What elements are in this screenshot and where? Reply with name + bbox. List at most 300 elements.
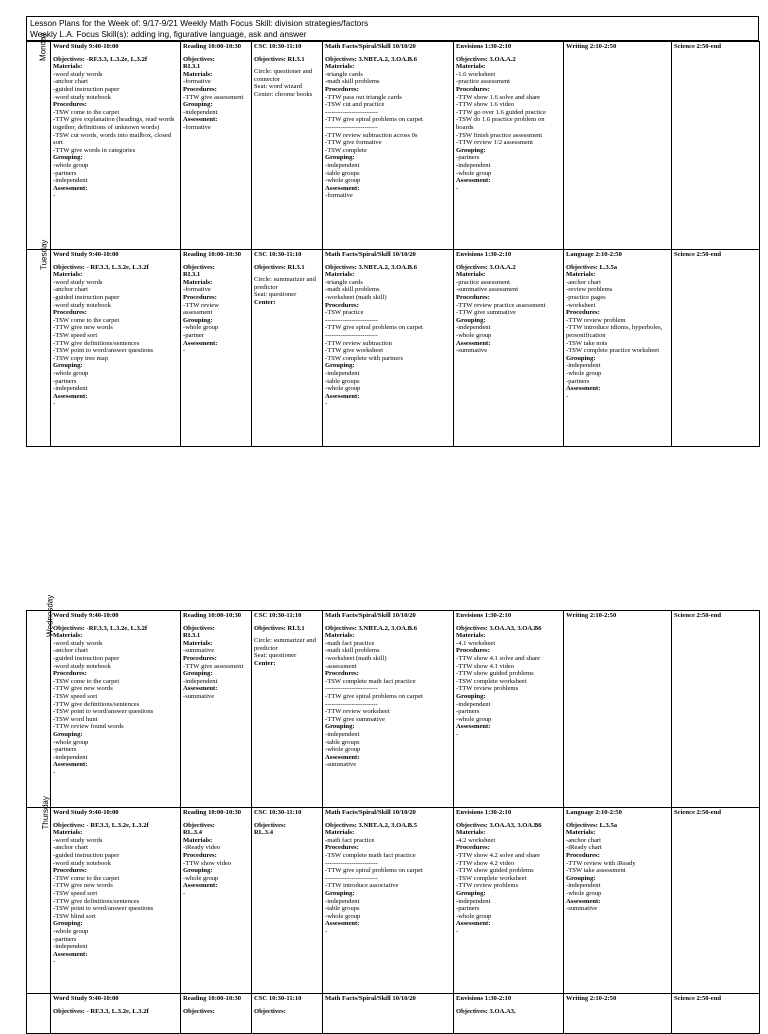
plan-line: Writing 2:10-2:50 — [566, 43, 617, 50]
day-row-partial — [27, 994, 760, 1034]
plan-line: Math Facts/Spiral/Skill 10/10/20 — [325, 809, 416, 816]
plan-line: -TTW review problems — [456, 882, 519, 890]
plan-line: -summative assessment — [456, 286, 519, 294]
plan-line: Materials: — [183, 639, 213, 647]
plan-line: Materials: — [325, 829, 355, 837]
plan-line: -TTW give spiral problems on carpet — [325, 324, 423, 332]
day-label-cell — [27, 994, 51, 1034]
plan-line: Language 2:10-2:50 — [566, 809, 622, 816]
plan-line: -partners — [53, 377, 77, 385]
plan-line: - — [53, 958, 56, 966]
plan-line: -math skill problems — [325, 647, 380, 655]
subject-cell — [252, 808, 323, 994]
plan-line: Materials: — [566, 829, 596, 837]
plan-line: -whole group — [456, 912, 492, 920]
plan-line: Word Study 9:40-10:00 — [53, 809, 119, 816]
subject-cell — [564, 808, 672, 994]
plan-line: Reading 10:00-10:30 — [183, 251, 242, 258]
plan-line: -summative — [183, 692, 215, 700]
plan-line: -formative — [183, 123, 211, 131]
plan-line: -anchor chart — [53, 78, 88, 86]
plan-line: -TTW introduce associative — [325, 882, 399, 890]
plan-line: Language 2:10-2:50 — [566, 251, 622, 258]
subject-cell — [181, 808, 252, 994]
subject-cell — [323, 808, 454, 994]
plan-line: Objectives: — [183, 624, 215, 632]
subject-cell — [323, 250, 454, 447]
plan-line: -independent — [456, 161, 491, 169]
plan-line: ------------------------ — [325, 685, 378, 693]
plan-line: ------------------------ — [325, 700, 378, 708]
plan-line: -independent — [183, 677, 218, 685]
subject-cell — [564, 250, 672, 447]
plan-line: -TTW review found words — [53, 723, 124, 731]
plan-line: RL.3.4 — [183, 829, 203, 837]
plan-line: -4.2 worksheet — [456, 836, 496, 844]
plan-line: Objectives: L.3.5a — [566, 263, 618, 271]
plan-line: ------------------------ — [325, 123, 378, 131]
plan-line: Assessment: — [53, 761, 88, 769]
plan-line: Assessment: — [566, 385, 601, 393]
plan-line: -TSW complete math fact practice — [325, 677, 416, 685]
subject-cell — [51, 994, 181, 1034]
plan-line: -TTW give assessment — [183, 93, 244, 101]
plan-line: -guided instruction paper — [53, 293, 120, 301]
plan-line: Grouping: — [566, 354, 596, 362]
plan-line: -worksheet (math skill) — [325, 654, 387, 662]
plan-line: Objectives: 3.OA.A3, — [456, 1007, 516, 1015]
plan-line: Materials: — [325, 63, 355, 71]
plan-line: ------------------------ — [325, 331, 378, 339]
plan-line: -TSW come to the carpet — [53, 874, 120, 882]
plan-line: Procedures: — [566, 309, 600, 317]
plan-line: Grouping: — [456, 146, 486, 154]
plan-line: -independent — [53, 943, 88, 951]
day-row-tuesday — [27, 250, 760, 447]
plan-line: Grouping: — [456, 316, 486, 324]
subject-cell — [181, 994, 252, 1034]
plan-line: -independent — [456, 897, 491, 905]
plan-line: CSC 10:30-11:10 — [254, 43, 302, 50]
plan-line: Materials: — [325, 632, 355, 640]
subject-cell — [672, 611, 760, 808]
plan-line: Objectives: RI.3.1 — [254, 263, 305, 271]
plan-line: RI.3.1 — [183, 63, 201, 71]
plan-line: Objectives: 3.OA.A.2 — [456, 55, 516, 63]
plan-line: -TTW give new words — [53, 324, 113, 332]
plan-line: -word study words — [53, 639, 103, 647]
plan-line: Assessment: — [53, 392, 88, 400]
subject-cell — [181, 250, 252, 447]
plan-line: -summative — [566, 905, 598, 913]
plan-line: -triangle cards — [325, 70, 363, 78]
day-label: Tuesday — [39, 239, 49, 270]
plan-line: -TTW show 1.6 video — [456, 101, 515, 109]
plan-line: Objectives: 3.OA.A3, 3.OA.B6 — [456, 821, 542, 829]
plan-line: -TSW cut and practice — [325, 101, 385, 109]
plan-line: Objectives: — [254, 1007, 286, 1015]
plan-line: -table groups — [325, 905, 360, 913]
plan-line: -independent — [566, 362, 601, 370]
plan-line: Objectives: 3.OA.A3, 3.OA.B6 — [456, 624, 542, 632]
plan-line: Materials: — [183, 278, 213, 286]
subject-cell — [454, 994, 564, 1034]
plan-line: Writing 2:10-2:50 — [566, 995, 617, 1002]
plan-line: -TTW give spiral problems on carpet — [325, 116, 423, 124]
plan-line: Objectives: 3.NBT.A.2, 3.OA.B.6 — [325, 263, 417, 271]
plan-line: Procedures: — [325, 670, 359, 678]
plan-line: Materials: — [53, 632, 83, 640]
plan-line: Circle: summarizer and predictor — [254, 637, 318, 652]
plan-line: Objectives: — [183, 821, 215, 829]
plan-line: - — [53, 192, 56, 200]
subject-cell — [51, 808, 181, 994]
plan-line: -TTW give summative — [325, 715, 385, 723]
plan-line: Word Study 9:40-10:00 — [53, 612, 119, 619]
plan-line: CSC 10:30-11:10 — [254, 612, 302, 619]
plan-line: Materials: — [456, 829, 486, 837]
subject-cell — [672, 808, 760, 994]
plan-line: -TTW give words in categories — [53, 146, 136, 154]
plan-line: Procedures: — [456, 293, 490, 301]
plan-line: Objectives: 3.NBT.A.2, 3.OA.B.6 — [325, 55, 417, 63]
plan-line: Reading 10:00-10:30 — [183, 43, 242, 50]
plan-line: -TTW show 4.2 video — [456, 859, 515, 867]
plan-line: Envisions 1:30-2:10 — [456, 995, 512, 1002]
plan-line: -TTW review subtraction — [325, 339, 392, 347]
plan-line: -TSW come to the carpet — [53, 316, 120, 324]
plan-line: Assessment: — [325, 184, 360, 192]
plan-line: -iReady video — [183, 844, 221, 852]
plan-line: -math fact practice — [325, 836, 375, 844]
plan-line: Grouping: — [456, 889, 486, 897]
plan-line: Materials: — [456, 271, 486, 279]
plan-line: RI.3.1 — [183, 632, 201, 640]
plan-line: Procedures: — [53, 101, 87, 109]
plan-line: -TTW give definitions/sentences — [53, 897, 140, 905]
plan-line: -whole group — [325, 912, 361, 920]
plan-line: -whole group — [53, 369, 89, 377]
plan-line: - — [325, 927, 328, 935]
plan-line: Procedures: — [456, 844, 490, 852]
plan-line: Materials: — [183, 836, 213, 844]
plan-line: Materials: — [456, 63, 486, 71]
plan-line: -TTW review subtraction across 0s — [325, 131, 418, 139]
plan-line: -whole group — [456, 715, 492, 723]
plan-line: Center: chrome books — [254, 90, 313, 98]
plan-line: Word Study 9:40-10:00 — [53, 251, 119, 258]
plan-line: -independent — [325, 730, 360, 738]
lesson-plan-header — [26, 16, 759, 41]
plan-line: -table groups — [325, 377, 360, 385]
plan-line: Grouping: — [53, 154, 83, 162]
plan-line: -TSW speed sort — [53, 692, 98, 700]
plan-line: Writing 2:10-2:50 — [566, 612, 617, 619]
subject-cell — [181, 611, 252, 808]
plan-line: -partners — [53, 746, 77, 754]
plan-line: -TSW point to word/answer questions — [53, 347, 154, 355]
plan-line: - — [53, 768, 56, 776]
plan-line: Assessment: — [566, 897, 601, 905]
plan-line: Grouping: — [53, 362, 83, 370]
plan-line: Grouping: — [325, 154, 355, 162]
subject-cell — [252, 994, 323, 1034]
plan-line: Procedures: — [183, 85, 217, 93]
plan-line: Objectives: — [183, 1007, 215, 1015]
plan-line: Assessment: — [53, 184, 88, 192]
plan-line: -word study words — [53, 278, 103, 286]
plan-line: -summative — [456, 347, 488, 355]
plan-line: -TTW show video — [183, 859, 232, 867]
plan-line: -review problems — [566, 286, 613, 294]
plan-line: -whole group — [566, 889, 602, 897]
plan-line: -whole group — [325, 746, 361, 754]
plan-line: ------------------------ — [325, 874, 378, 882]
plan-line: -TSW complete worksheet — [456, 677, 527, 685]
plan-line: -math fact practice — [325, 639, 375, 647]
plan-line: Objectives: — [183, 263, 215, 271]
plan-line: -TSW do 1.6 practice problem on boards — [456, 116, 547, 131]
subject-cell — [252, 42, 323, 250]
plan-line: -TTW show 4.1 video — [456, 662, 515, 670]
plan-line: ------------------------ — [325, 108, 378, 116]
plan-line: Seat: word wizard — [254, 83, 302, 91]
plan-line: Grouping: — [183, 101, 213, 109]
plan-line: Grouping: — [53, 730, 83, 738]
plan-line: Objectives: RI.3.1 — [254, 55, 305, 63]
plan-line: -TTW give definitions/sentences — [53, 700, 140, 708]
plan-line: - — [325, 400, 328, 408]
plan-line: Assessment: — [183, 882, 218, 890]
plan-line: -independent — [325, 897, 360, 905]
plan-line: -independent — [53, 753, 88, 761]
plan-line: Seat: questioner — [254, 652, 297, 660]
plan-line: -TTW review 1/2 assessment — [456, 139, 533, 147]
plan-line: Procedures: — [183, 293, 217, 301]
plan-line: -TTW give definitions/sentences — [53, 339, 140, 347]
plan-line: -TTW pass out triangle cards — [325, 93, 402, 101]
plan-line: -worksheet (math skill) — [325, 293, 387, 301]
plan-line: Objectives: - RF.3.3, L.3.2e, L.3.2f — [53, 1007, 149, 1015]
header-line-1: Lesson Plans for the Week of: 9/17-9/21 Weekly Math Focus Skill: division strategies/factors — [30, 18, 369, 28]
plan-line: Materials: — [53, 829, 83, 837]
plan-line: Objectives: - RF.3.3, L.3.2e, L.3.2f — [53, 821, 149, 829]
plan-line: Materials: — [456, 632, 486, 640]
plan-line: -TTW review problems — [456, 685, 519, 693]
plan-line: -whole group — [456, 169, 492, 177]
plan-line: Center: — [254, 659, 276, 667]
plan-line: Objectives: -RF.3.3, L.3.2e, L.3.2f — [53, 624, 148, 632]
plan-line: Science 2:50-end — [674, 612, 722, 619]
day-row-monday — [27, 42, 760, 250]
plan-line: Assessment: — [183, 116, 218, 124]
plan-line: Reading 10:00-10:30 — [183, 995, 242, 1002]
plan-line: -anchor chart — [53, 844, 88, 852]
plan-line: -table groups — [325, 738, 360, 746]
subject-cell — [564, 994, 672, 1034]
plan-line: -TSW complete practice worksheet — [566, 347, 660, 355]
subject-cell — [252, 611, 323, 808]
plan-line: -TSW speed sort — [53, 331, 98, 339]
plan-line: -TSW take nots — [566, 339, 608, 347]
day-label-cell — [27, 796, 51, 994]
plan-line: -TSW complete math fact practice — [325, 851, 416, 859]
plan-line: -independent — [325, 369, 360, 377]
plan-line: -math skill problems — [325, 286, 380, 294]
plan-line: Assessment: — [183, 339, 218, 347]
plan-line: Science 2:50-end — [674, 809, 722, 816]
plan-line: -partners — [456, 708, 480, 716]
plan-line: -TSW complete worksheet — [456, 874, 527, 882]
plan-line: -TTW review with iReady — [566, 859, 636, 867]
plan-line: -TSW cut words, words into mailbox, closed sort — [53, 131, 173, 147]
plan-line: -TTW review worksheet — [325, 708, 390, 716]
plan-line: -whole group — [566, 369, 602, 377]
plan-line: Grouping: — [183, 316, 213, 324]
plan-line: Envisions 1:30-2:10 — [456, 612, 512, 619]
header-line-2: Weekly L.A. Focus Skill(s): adding ing, figurative language, ask and answer — [30, 29, 307, 39]
plan-line: Materials: — [566, 271, 596, 279]
plan-line: -TTW show 4.1 solve and share — [456, 654, 541, 662]
plan-line: RI.3.1 — [183, 271, 201, 279]
plan-line: -TTW give explanation (headings, read words together, definitions of unknown words) — [53, 116, 177, 131]
plan-line: -TSW practice — [325, 309, 364, 317]
plan-line: -math skill problems — [325, 78, 380, 86]
plan-line: -word study notebook — [53, 93, 111, 101]
plan-line: -partners — [53, 935, 77, 943]
plan-line: Grouping: — [325, 723, 355, 731]
plan-line: Procedures: — [53, 670, 87, 678]
plan-line: Circle: summarizer and predictor — [254, 276, 318, 291]
plan-line: -partners — [456, 154, 480, 162]
plan-line: -formative — [325, 192, 353, 200]
plan-line: ------------------------ — [325, 316, 378, 324]
plan-line: -independent — [566, 882, 601, 890]
subject-cell — [672, 42, 760, 250]
plan-line: -TSW point to word/answer questions — [53, 708, 154, 716]
plan-line: Assessment: — [325, 920, 360, 928]
plan-line: -partner — [183, 331, 204, 339]
plan-line: -anchor chart — [53, 286, 88, 294]
subject-cell — [51, 250, 181, 447]
plan-line: ------------------------ — [325, 859, 378, 867]
plan-line: -word study words — [53, 836, 103, 844]
plan-line: Math Facts/Spiral/Skill 10/10/20 — [325, 251, 416, 258]
plan-line: -TTW show guided problems — [456, 867, 534, 875]
plan-line: Grouping: — [183, 867, 213, 875]
plan-line: -independent — [456, 324, 491, 332]
plan-line: -TSW finish practice assessment — [456, 131, 543, 139]
subject-cell — [323, 611, 454, 808]
plan-line: -TTW give assessment — [183, 662, 244, 670]
plan-line: Science 2:50-end — [674, 251, 722, 258]
subject-cell — [564, 42, 672, 250]
day-label-cell — [27, 594, 55, 808]
subject-cell — [51, 42, 181, 250]
plan-line: -TTW give formative — [325, 139, 382, 147]
plan-line: Objectives: -RF.3.3, L.3.2e, L.3.2f — [53, 55, 148, 63]
plan-line: Word Study 9:40-10:00 — [53, 43, 119, 50]
plan-line: Objectives: - RF.3.3, L.3.2e, L.3.2f — [53, 263, 149, 271]
plan-line: -guided instruction paper — [53, 654, 120, 662]
plan-line: -TSW speed sort — [53, 889, 98, 897]
plan-line: Circle: questioner and connector — [254, 68, 314, 83]
plan-line: -worksheet — [566, 301, 596, 309]
plan-line: Procedures: — [325, 85, 359, 93]
plan-line: -TTW go over 1.6 guided practice — [456, 108, 546, 116]
plan-line: -summative — [183, 647, 215, 655]
plan-line: Procedures: — [183, 654, 217, 662]
plan-line: -anchor chart — [566, 278, 601, 286]
plan-line: Science 2:50-end — [674, 43, 722, 50]
plan-line: -independent — [325, 161, 360, 169]
plan-line: -table groups — [325, 169, 360, 177]
plan-line: -whole group — [325, 385, 361, 393]
plan-line: -whole group — [183, 324, 219, 332]
plan-line: -whole group — [53, 161, 89, 169]
plan-line: -TTW review problem — [566, 316, 626, 324]
plan-line: Reading 10:00-10:30 — [183, 612, 242, 619]
plan-line: -word study notebook — [53, 859, 111, 867]
subject-cell — [672, 994, 760, 1034]
plan-line: Math Facts/Spiral/Skill 10/10/20 — [325, 43, 416, 50]
plan-line: -TTW introduce idioms, hyperboles, personification — [566, 324, 665, 339]
plan-line: -formative — [183, 78, 211, 86]
plan-line: Materials: — [53, 271, 83, 279]
day-row-wednesday — [27, 611, 760, 808]
plan-line: -partners — [53, 169, 77, 177]
plan-line: Science 2:50-end — [674, 995, 722, 1002]
plan-line: Objectives: RI.3.1 — [254, 624, 305, 632]
plan-line: -4.1 worksheet — [456, 639, 496, 647]
plan-line: Materials: — [183, 70, 213, 78]
plan-line: Assessment: — [325, 392, 360, 400]
plan-line: -TSW blind sort — [53, 912, 96, 920]
plan-line: Grouping: — [325, 889, 355, 897]
subject-cell — [454, 611, 564, 808]
plan-line: CSC 10:30-11:10 — [254, 251, 302, 258]
plan-line: -formative — [183, 286, 211, 294]
plan-line: Materials: — [325, 271, 355, 279]
plan-line: -partners — [456, 905, 480, 913]
plan-line: Grouping: — [566, 874, 596, 882]
plan-line: -anchor chart — [566, 836, 601, 844]
subject-cell — [323, 994, 454, 1034]
subject-cell — [564, 611, 672, 808]
plan-line: Procedures: — [325, 844, 359, 852]
plan-line: -word study notebook — [53, 301, 111, 309]
plan-line: -assessment — [325, 662, 357, 670]
subject-cell — [323, 42, 454, 250]
plan-line: -triangle cards — [325, 278, 363, 286]
plan-line: Materials: — [53, 63, 83, 71]
subject-cell — [181, 42, 252, 250]
plan-line: Assessment: — [183, 685, 218, 693]
plan-line: Objectives: 3.OA.A.2 — [456, 263, 516, 271]
plan-line: Assessment: — [53, 950, 88, 958]
plan-line: -independent — [456, 700, 491, 708]
plan-line: -practice pages — [566, 293, 606, 301]
plan-line: -guided instruction paper — [53, 851, 120, 859]
plan-line: Procedures: — [456, 85, 490, 93]
plan-line: -whole group — [53, 738, 89, 746]
plan-line: Procedures: — [566, 851, 600, 859]
plan-line: -guided instruction paper — [53, 85, 120, 93]
plan-line: Math Facts/Spiral/Skill 10/10/20 — [325, 612, 416, 619]
plan-line: -TTW show 1.6 solve and share — [456, 93, 541, 101]
plan-line: -whole group — [325, 177, 361, 185]
subject-cell — [252, 250, 323, 447]
